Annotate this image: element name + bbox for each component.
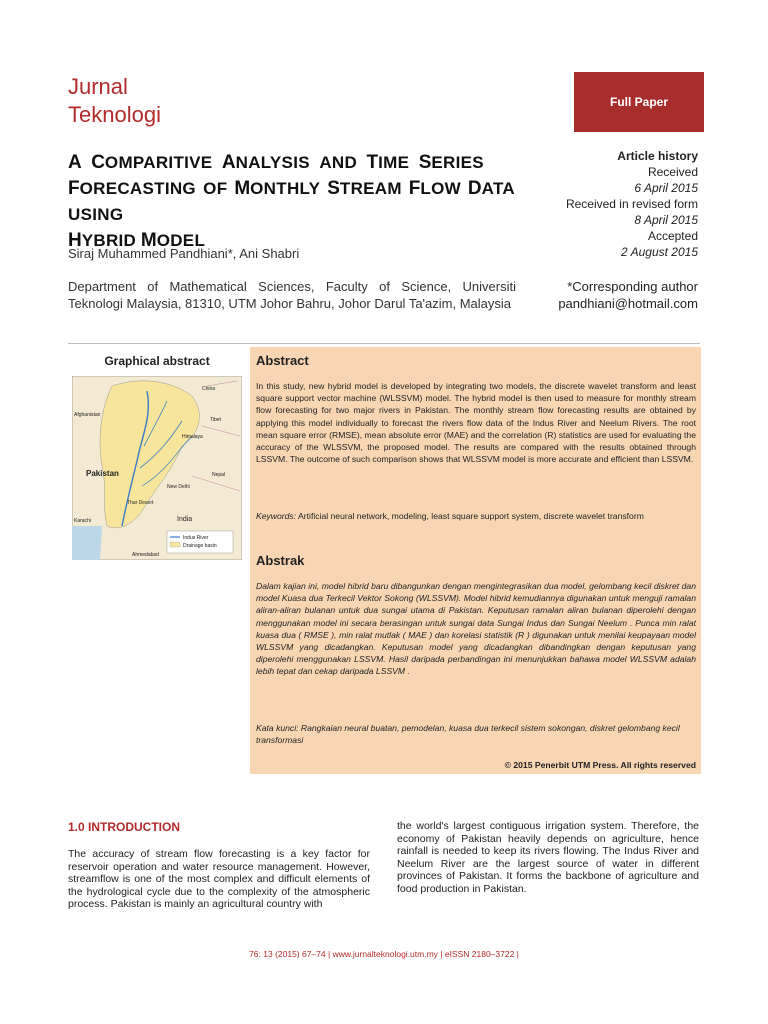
title-part: F — [408, 178, 421, 199]
journal-name-line2: Teknologi — [68, 102, 161, 127]
received-label: Received — [647, 165, 698, 179]
revised-date: 8 April 2015 — [634, 213, 698, 227]
corresponding-author — [520, 278, 698, 312]
title-part: T — [366, 152, 379, 173]
map-label-thar: Thar Desert — [127, 500, 154, 506]
map-label-afghanistan: Afghanistan — [74, 412, 101, 418]
title-part: F — [68, 178, 80, 199]
map-label-himalaya: Himalaya — [182, 434, 203, 440]
corresponding-label: *Corresponding author — [567, 279, 698, 294]
graphical-abstract-heading: Graphical abstract — [104, 354, 210, 368]
map-label-india: India — [177, 516, 193, 523]
abstract-keywords — [256, 510, 696, 522]
abstrak-text: Dalam kajian ini, model hibrid baru dibangunkan dengan mengintegrasikan dua model, gelombang kecil diskret dan model Kuasa dua Terkecil Vektor Sokong (WLSSVM). Model hibrid kemudiannya digunakan untuk menguji ramalan aliran-aliran bulanan untuk dua sungai utama di Pakistan. Keputusan ramalan aliran bulanan diperolehi dengan menggunakan model ini secara berasingan untuk sungai data Sungai Indus dan Sungai Neelum . Punca min ralat kuasa dua ( RMSE ), min ralat mutlak ( MAE ) dan korelasi statistik (R ) digunakan untuk menilai keupayaan model WLSSVM yang dicadangkan. Keputusan model yang dicadangkan dibandingkan dengan keputusan yang diperolehi menggunakan LSSVM. Hasil daripada perbandingan ini menunjukkan bahawa model WLSSVM adalah lebih tepat dan cekap daripada LSSVM . — [256, 581, 696, 677]
title-part: M — [140, 230, 157, 251]
title-part: IME — [378, 153, 410, 172]
map-label-ahmedabad: Ahmedabad — [132, 552, 159, 558]
title-part: S — [327, 178, 340, 199]
legend-river-label: Indus River — [183, 535, 209, 541]
abstrak-heading: Abstrak — [256, 553, 305, 568]
map-label-newdelhi: New Delhi — [167, 484, 190, 490]
abstract-text: In this study, new hybrid model is developed by integrating two models, the discrete wavelet transform and least square support vector machine (WLSSVM) model. The hybrid model is then used to measure for monthly stream flow forecasting for two major rivers in Pakistan. The monthly stream flow forecasting results are obtained by applying this model individually to forecast the rivers flow data of the Indus River and Neelum Rivers. The root mean square error (RMSE), mean absolute error (MAE) and the correlation (R) statistics are used for evaluating the accuracy of the WLSSVM, the proposed model. The results are compared with the results obtained through LSSVM. The outcome of such comparison shows that WLSSVM model is more accurate and efficient than LSSVM. — [256, 381, 696, 465]
indus-basin-map — [72, 376, 242, 560]
copyright: © 2015 Penerbit UTM Press. All rights reserved — [504, 760, 696, 770]
introduction-column-2: the world's largest contiguous irrigation system. Therefore, the economy of Pakistan heavily depends on agriculture, hence rainfall is needed to keep its rivers flowing. The Indus River and Neelum River are the largest source of water in different provinces of Pakistan. It forms the backbone of agriculture and food production in Pakistan. — [397, 820, 699, 895]
title-part: S — [418, 152, 432, 173]
title-part: YBRID — [81, 231, 137, 250]
paper-type-label: Full Paper — [609, 95, 668, 109]
legend-basin-swatch — [170, 542, 180, 547]
paper-type-badge — [574, 72, 704, 132]
title-part: A — [68, 152, 82, 173]
page-footer: 76: 13 (2015) 67–74 | www.jurnalteknologi.utm.my | eISSN 2180–3722 | — [249, 949, 519, 959]
map-label-tibet: Tibet — [210, 417, 221, 423]
title-part: OMPARITIVE — [104, 153, 213, 172]
title-part: H — [68, 230, 82, 251]
title-part: ATA USING — [68, 179, 515, 224]
map-label-nepal: Nepal — [212, 472, 226, 478]
title-part: TREAM — [339, 179, 402, 198]
title-part: C — [91, 152, 105, 173]
keywords-text: Artificial neural network, modeling, least square support system, discrete wavelet transform — [298, 511, 644, 521]
abstrak-keywords: Kata kunci: Rangkaian neural buatan, pemodelan, kuasa dua terkecil sistem sokongan, diskret gelombang kecil transformasi — [256, 723, 680, 746]
received-date: 6 April 2015 — [634, 181, 698, 195]
title-part: M — [234, 178, 251, 199]
article-history — [530, 148, 698, 260]
title-part: ERIES — [431, 153, 484, 172]
title-part: NALYSIS — [235, 153, 310, 172]
section-heading-introduction: 1.0 INTRODUCTION — [68, 820, 181, 834]
journal-name-line1: Jurnal — [68, 74, 128, 99]
divider — [68, 343, 700, 344]
accepted-label: Accepted — [647, 229, 698, 243]
history-heading: Article history — [617, 149, 698, 163]
map-label-karachi: Karachi — [74, 518, 91, 524]
title-part: LOW — [420, 179, 461, 198]
title-part: ONTHLY — [250, 179, 321, 198]
introduction-column-1: The accuracy of stream flow forecasting is a key factor for reservoir operation and water resource management. However, streamflow is one of the most complex and difficult elements of the hydrological cycle due to the complexity of the atmospheric process. Pakistan is mainly an agricultural country with — [68, 848, 370, 911]
affiliation: Department of Mathematical Sciences, Faculty of Science, Universiti Teknologi Malaysia, 81310, UTM Johor Bahru, Johor Darul Ta'azim, Malaysia — [68, 279, 516, 311]
title-part: D — [467, 178, 482, 199]
title-part: A — [221, 152, 236, 173]
corresponding-email[interactable]: pandhiani@hotmail.com — [558, 296, 698, 311]
journal-name — [68, 73, 161, 129]
paper-title — [68, 150, 515, 254]
title-part: ODEL — [156, 231, 206, 250]
legend-basin-label: Drainage basin — [183, 543, 217, 549]
keywords-label: Keywords: — [256, 511, 297, 521]
title-part: ORECASTING OF — [79, 179, 228, 198]
map-label-china: China — [202, 386, 216, 392]
abstract-heading: Abstract — [256, 353, 309, 368]
revised-label: Received in revised form — [565, 197, 698, 211]
title-part: AND — [319, 153, 358, 172]
author-list: Siraj Muhammed Pandhiani*, Ani Shabri — [68, 246, 300, 261]
accepted-date: 2 August 2015 — [621, 245, 698, 259]
map-label-pakistan: Pakistan — [86, 469, 119, 478]
